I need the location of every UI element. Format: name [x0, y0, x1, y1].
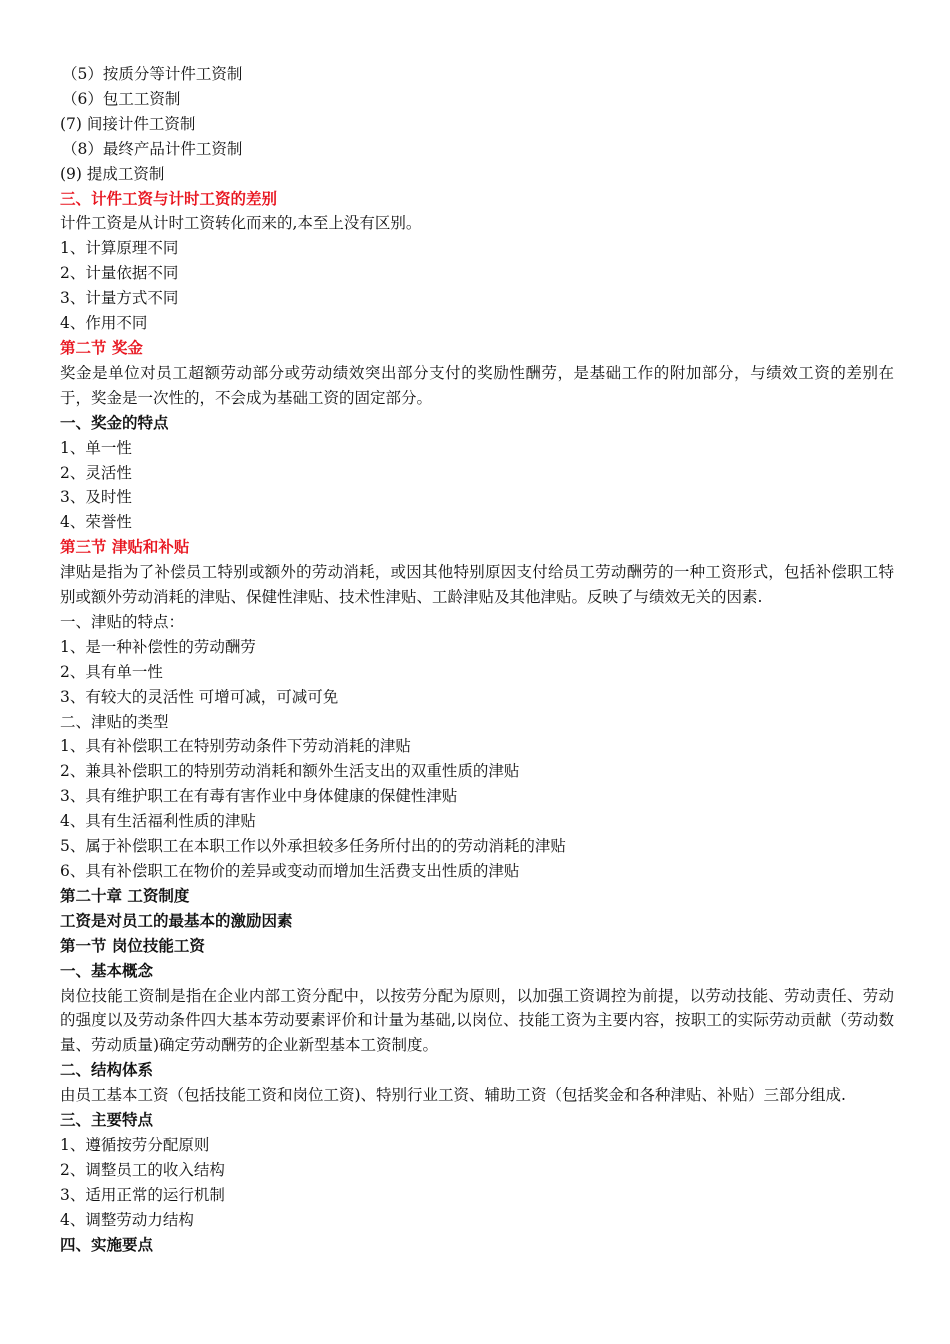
paragraph: 计件工资是从计时工资转化而来的,本至上没有区别。 — [60, 214, 422, 233]
list-item: 2、具有单一性 — [60, 662, 163, 681]
list-item: 6、具有补偿职工在物价的差异或变动而增加生活费支出性质的津贴 — [60, 862, 520, 880]
list-item: 1、具有补偿职工在特别劳动条件下劳动消耗的津贴 — [60, 737, 411, 756]
paragraph: 津贴是指为了补偿员工特别或额外的劳动消耗，或因其他特别原因支付给员工劳动酬劳的一种工资形式，包括补偿职工特别或额外劳动消耗的津贴、保健性津贴、技术性津贴、工龄津贴及其他津贴。反映了与绩效无关的因素. — [60, 563, 894, 607]
list-item: 4、调整劳动力结构 — [60, 1210, 194, 1229]
list-item: 2、计量依据不同 — [60, 264, 179, 283]
subheading: 一、津贴的特点： — [60, 612, 185, 631]
list-item: 3、计量方式不同 — [60, 289, 179, 308]
section-heading: 三、计件工资与计时工资的差别 — [60, 188, 278, 208]
list-item: 3、适用正常的运行机制 — [60, 1185, 225, 1204]
list-item: 2、调整员工的收入结构 — [60, 1160, 225, 1179]
list-item: 5、属于补偿职工在本职工作以外承担较多任务所付出的的劳动消耗的津贴 — [60, 837, 566, 856]
list-item: 4、作用不同 — [60, 314, 148, 333]
subheading: 一、基本概念 — [60, 960, 154, 980]
list-item: 1、遵循按劳分配原则 — [60, 1135, 210, 1154]
subheading: 三、主要特点 — [60, 1110, 154, 1130]
list-item: 3、有较大的灵活性 可增可减，可减可免 — [60, 687, 339, 706]
list-item: 2、兼具补偿职工的特别劳动消耗和额外生活支出的双重性质的津贴 — [60, 762, 520, 781]
section-heading: 第三节 津贴和补贴 — [60, 537, 190, 557]
chapter-heading: 第二十章 工资制度 — [60, 885, 190, 905]
list-item: 4、具有生活福利性质的津贴 — [60, 812, 256, 831]
list-item: (9) 提成工资制 — [60, 164, 165, 183]
list-item: 1、是一种补偿性的劳动酬劳 — [60, 637, 256, 656]
list-item: 3、具有维护职工在有毒有害作业中身体健康的保健性津贴 — [60, 787, 458, 806]
list-item: 4、荣誉性 — [60, 513, 132, 532]
subheading: 一、奖金的特点 — [60, 412, 169, 432]
list-item: (7) 间接计件工资制 — [60, 114, 196, 133]
list-item: 3、及时性 — [60, 488, 132, 507]
list-item: （8）最终产品计件工资制 — [62, 139, 243, 158]
section-heading: 第二节 奖金 — [60, 337, 143, 357]
paragraph: 奖金是单位对员工超额劳动部分或劳动绩效突出部分支付的奖励性酬劳，是基础工作的附加部分，与绩效工资的差别在于，奖金是一次性的，不会成为基础工资的固定部分。 — [60, 363, 894, 407]
list-item: 1、单一性 — [60, 438, 132, 457]
paragraph: 岗位技能工资制是指在企业内部工资分配中，以按劳分配为原则，以加强工资调控为前提，以劳动技能、劳动责任、劳动的强度以及劳动条件四大基本劳动要素评价和计量为基础,以岗位、技能工资为主要内容，按职工的实际劳动贡献（劳动数量、劳动质量)确定劳动酬劳的企业新型基本工资制度。 — [60, 986, 894, 1055]
paragraph: 由员工基本工资（包括技能工资和岗位工资)、特别行业工资、辅助工资（包括奖金和各种津贴、补贴）三部分组成. — [60, 1086, 846, 1105]
document-page — [60, 62, 894, 1258]
list-item: （5）按质分等计件工资制 — [62, 65, 243, 83]
subheading: 二、结构体系 — [60, 1060, 154, 1080]
subheading: 二、津贴的类型 — [60, 712, 169, 731]
list-item: 1、计算原理不同 — [60, 239, 179, 258]
subheading: 工资是对员工的最基本的激励因素 — [60, 910, 293, 930]
subheading: 四、实施要点 — [60, 1234, 154, 1254]
list-item: 2、灵活性 — [60, 463, 132, 482]
list-item: （6）包工工资制 — [62, 89, 181, 108]
section-heading: 第一节 岗位技能工资 — [60, 935, 205, 955]
